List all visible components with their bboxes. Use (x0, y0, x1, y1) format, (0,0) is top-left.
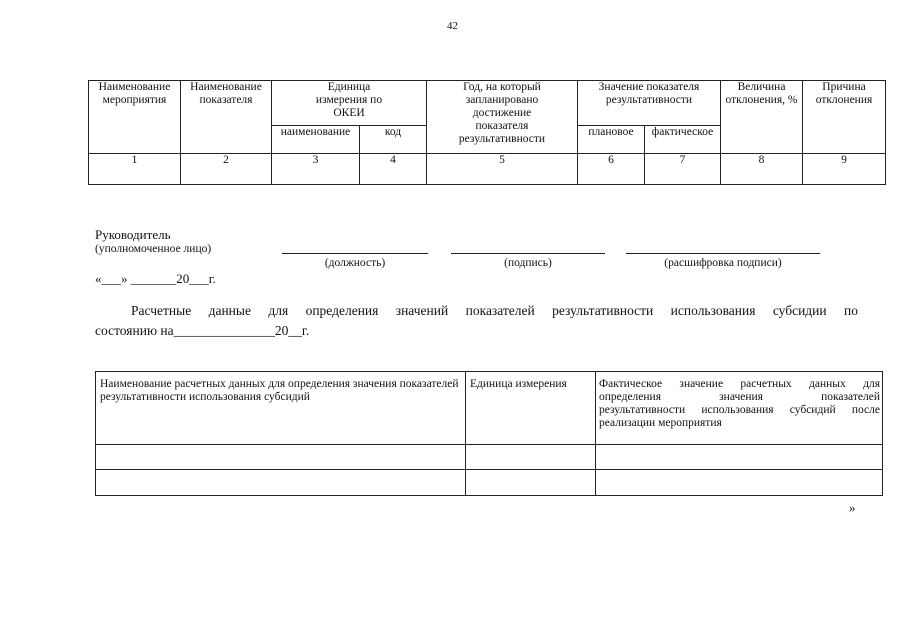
col-number: 3 (272, 154, 360, 185)
header-indicator-name: Наименование показателя (181, 81, 272, 154)
col-number: 7 (645, 154, 721, 185)
header-indicator-value: Значение показателя результативности (578, 81, 721, 126)
col-number: 9 (803, 154, 886, 185)
header-deviation-reason: Причина отклонения (803, 81, 886, 154)
header-calc-actual-line: Фактическое значение расчетных данных для (599, 378, 880, 390)
col-number: 6 (578, 154, 645, 185)
decoding-caption: (расшифровка подписи) (664, 257, 782, 269)
paragraph-line-1: Расчетные данные для определения значений показателей результативности использования субсидии по (131, 303, 858, 318)
header-calc-actual-line: определения значения показателей (599, 391, 880, 403)
signature-line (451, 253, 605, 254)
table-cell (596, 470, 883, 496)
header-unit-name: наименование (272, 126, 360, 154)
closing-quote: » (849, 500, 856, 515)
paragraph-line-2: состоянию на_______________20__г. (95, 323, 310, 338)
position-line (282, 253, 428, 254)
position-caption: (должность) (324, 257, 386, 269)
page-number: 42 (447, 20, 458, 32)
calculated-data-table (95, 371, 883, 496)
signature-date: «___» _______20___г. (95, 271, 216, 286)
table-cell (596, 445, 883, 470)
col-number: 8 (721, 154, 803, 185)
col-number: 4 (360, 154, 427, 185)
col-number: 1 (89, 154, 181, 185)
signature-subtitle: (уполномоченное лицо) (95, 243, 212, 255)
header-target-year: Год, на который запланировано достижение показателя результативности (427, 81, 578, 154)
table-cell (96, 470, 466, 496)
header-calc-actual-line: реализации мероприятия (599, 417, 722, 429)
header-actual: фактическое (645, 126, 721, 154)
header-calc-actual-value (596, 372, 883, 445)
header-deviation: Величина отклонения, % (721, 81, 803, 154)
header-calc-unit: Единица измерения (466, 372, 596, 445)
table-cell (466, 445, 596, 470)
col-number: 2 (181, 154, 272, 185)
table-cell (96, 445, 466, 470)
table-cell (466, 470, 596, 496)
header-calc-data-name: Наименование расчетных данных для определения значения показателей результативности использования субсидий (96, 372, 466, 445)
signature-caption: (подпись) (504, 257, 552, 269)
header-event-name: Наименование мероприятия (89, 81, 181, 154)
header-unit-code: код (360, 126, 427, 154)
header-calc-actual-line: результативности использования субсидий после (599, 404, 880, 416)
signature-title: Руководитель (95, 227, 171, 242)
decoding-line (626, 253, 820, 254)
header-planned: плановое (578, 126, 645, 154)
header-unit-okei: Единица измерения по ОКЕИ (272, 81, 427, 126)
col-number: 5 (427, 154, 578, 185)
indicators-table (88, 80, 886, 185)
